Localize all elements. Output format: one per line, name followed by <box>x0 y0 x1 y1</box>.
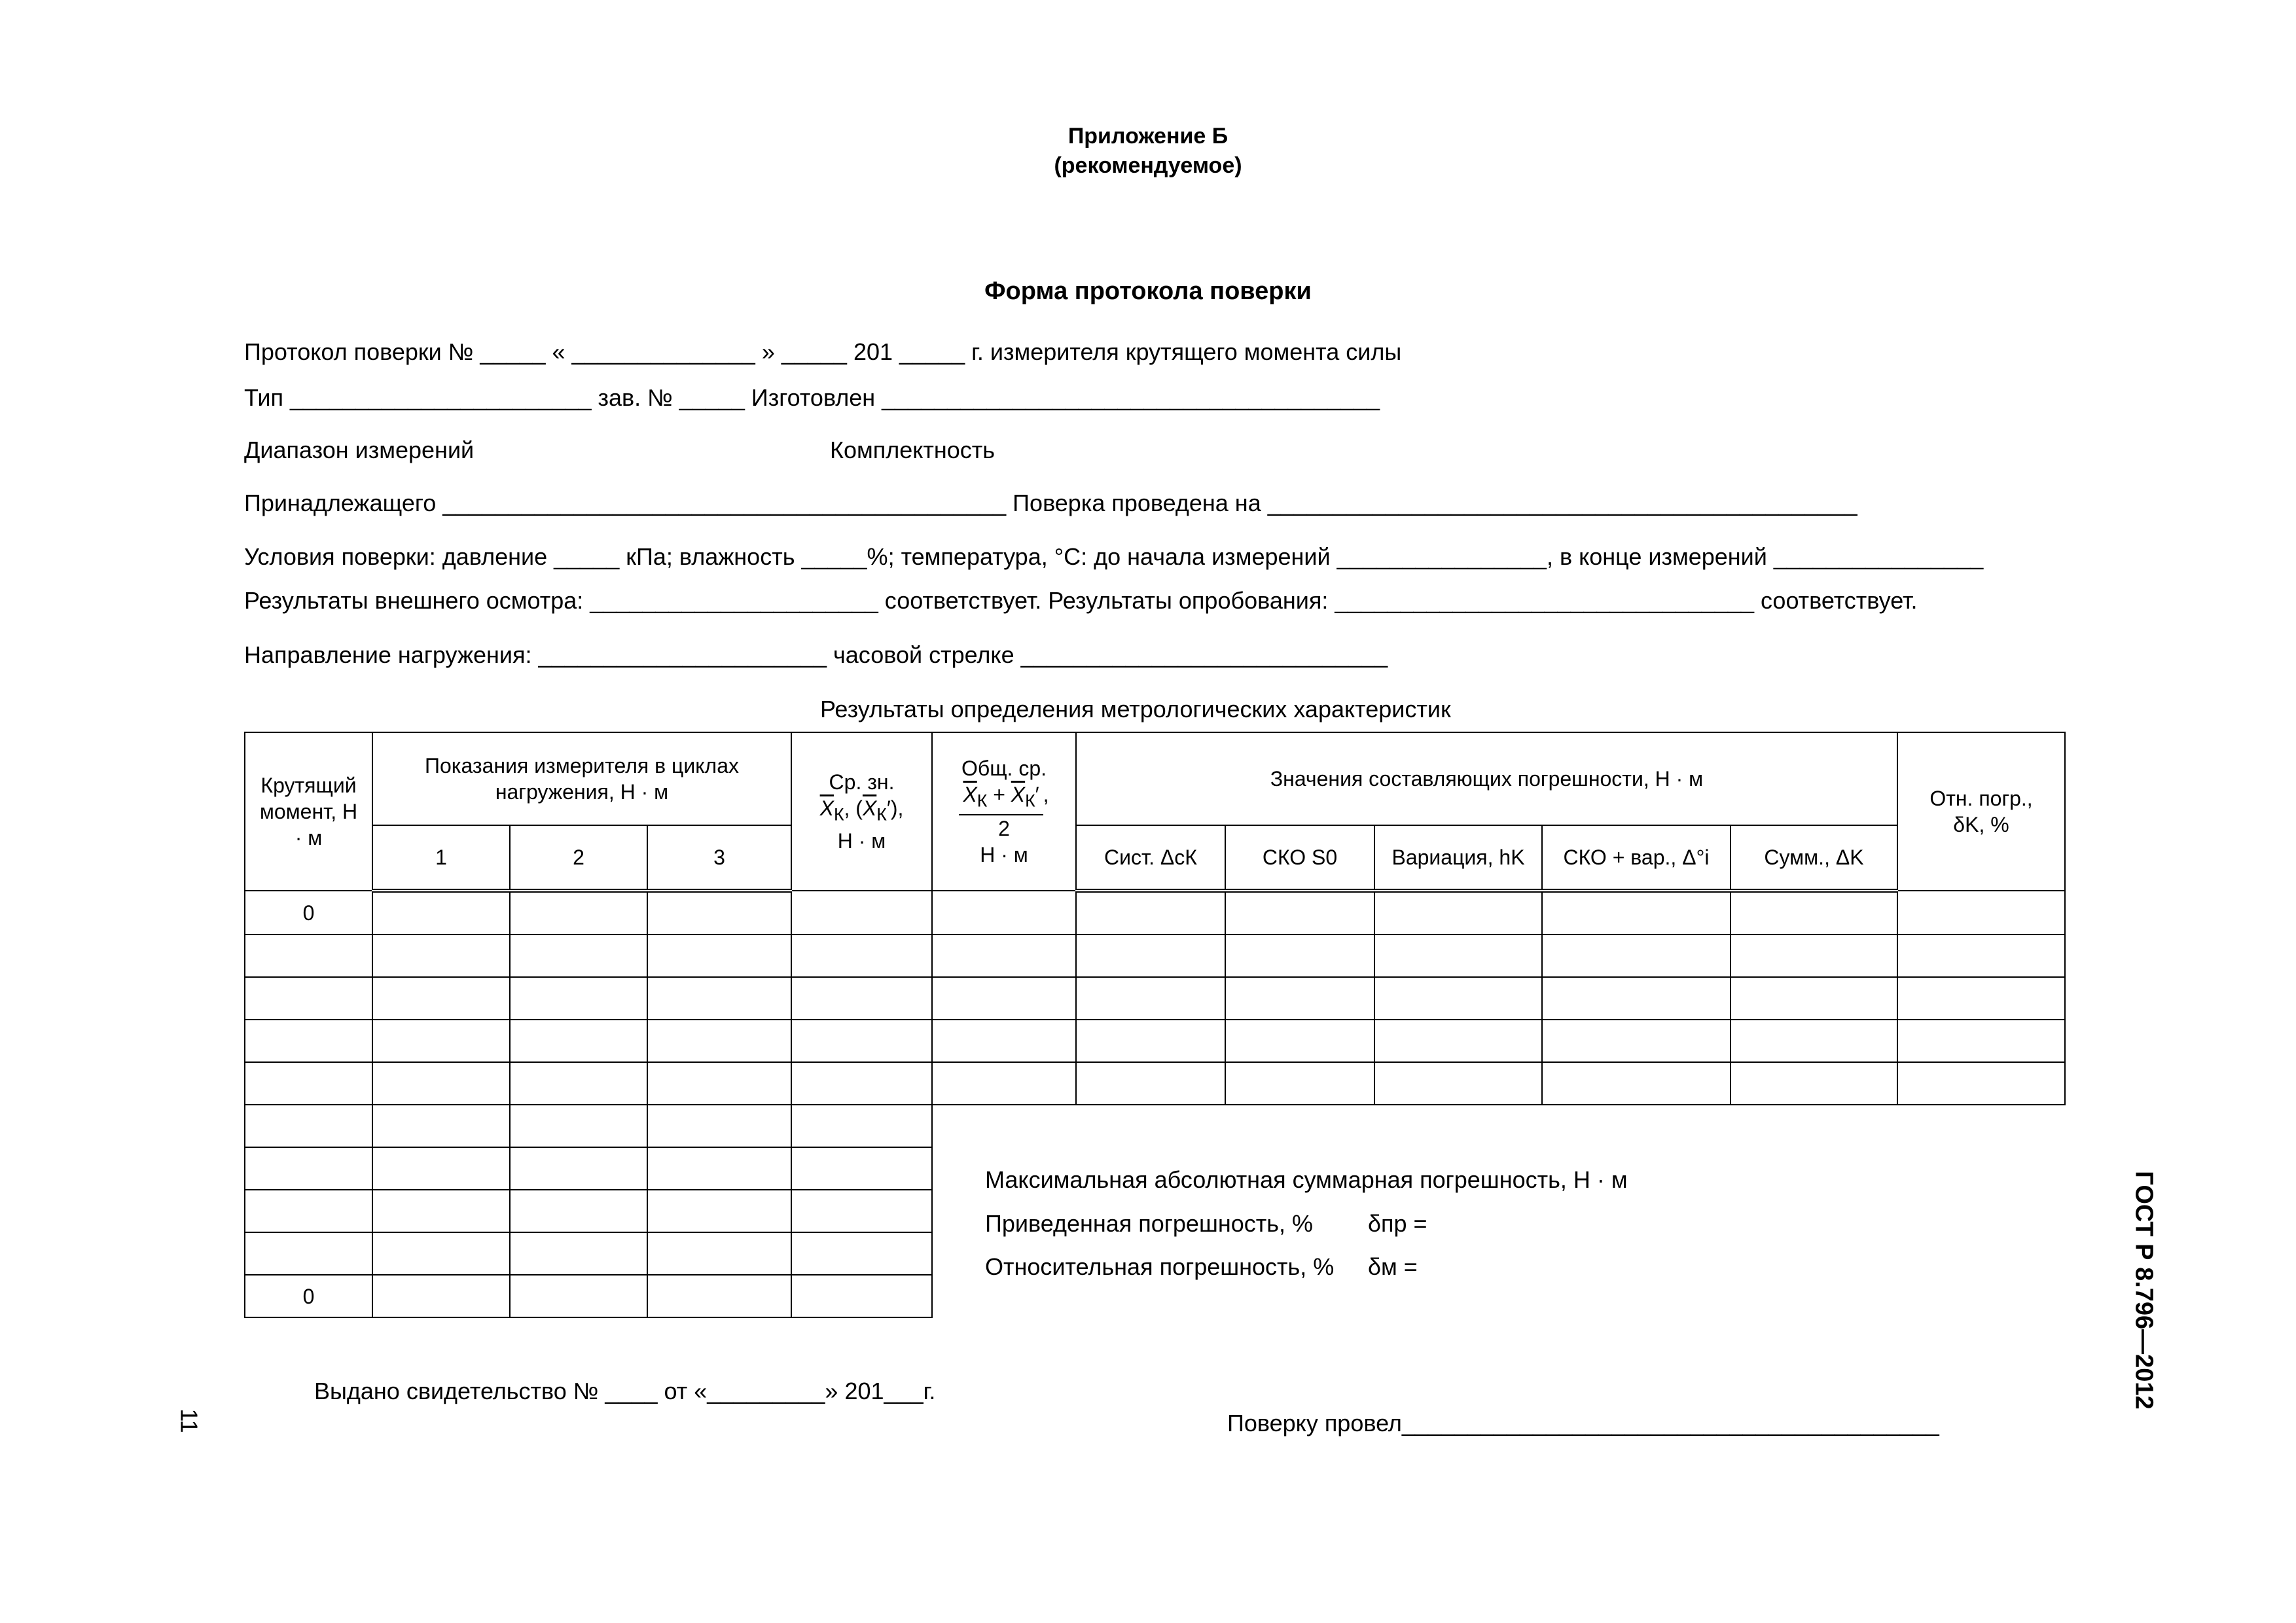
conditions-line: Условия поверки: давление _____ кПа; влажность _____%; температура, °С: до начала измерений ________________, в конце измерений ________________ <box>244 543 1984 570</box>
header-readings: Показания измерителя в циклах нагружения, Н · м <box>372 732 791 825</box>
table-row <box>245 891 2065 935</box>
relative-error-label: Относительная погрешность, % <box>985 1253 1335 1280</box>
header-sko-variation: СКО + вар., Δ°i <box>1542 825 1731 891</box>
load-direction-line: Направление нагружения: ______________________ часовой стрелке ____________________________ <box>244 641 1388 668</box>
table-row <box>245 977 2065 1020</box>
table-row <box>245 1062 2065 1105</box>
header-sum: Сумм., ΔK <box>1731 825 1897 891</box>
max-absolute-error: Максимальная абсолютная суммарная погрешность, Н · м <box>985 1166 1628 1193</box>
header-cycle-3: 3 <box>647 825 791 891</box>
appendix-note: (рекомендуемое) <box>1054 153 1242 178</box>
header-systematic: Сист. ΔсК <box>1076 825 1225 891</box>
header-cycle-1: 1 <box>372 825 510 891</box>
appendix-title: Приложение Б <box>1067 124 1229 149</box>
relative-error-symbol: δм = <box>1368 1253 1418 1280</box>
reduced-error-label: Приведенная погрешность, % <box>985 1210 1313 1237</box>
common-mean-formula: $\overline{X}_К + \overline{X}_К'$ , <box>933 781 1075 815</box>
form-title: Форма протокола поверки <box>984 277 1312 305</box>
page-number: 11 <box>175 1408 203 1433</box>
header-variation: Вариация, hK <box>1374 825 1542 891</box>
header-torque: Крутящий момент, Н · м <box>245 732 372 891</box>
reduced-error-symbol: δпр = <box>1368 1210 1427 1237</box>
protocol-number-line: Протокол поверки № _____ « ______________ » _____ 201 _____ г. измерителя крутящего момента силы <box>244 338 1402 365</box>
table-caption: Результаты определения метрологических характеристик <box>820 696 1451 722</box>
torque-cell: 0 <box>245 891 372 935</box>
header-mean: Ср. зн. $\overline{X}_К$, $(\overline{X}_К')$, Н · м <box>791 732 932 891</box>
header-cycle-2: 2 <box>510 825 647 891</box>
header-sko: СКО S0 <box>1225 825 1374 891</box>
table-row <box>245 1105 2065 1147</box>
verifier-line: Поверку провел_________________________________________ <box>1227 1410 1939 1436</box>
type-line: Тип _______________________ зав. № _____ Изготовлен ______________________________________ <box>244 384 1380 411</box>
owner-line: Принадлежащего ___________________________________________ Поверка проведена на _____________________________________________ <box>244 490 1857 516</box>
certificate-line: Выдано свидетельство № ____ от «_________» 201___г. <box>314 1378 936 1404</box>
header-error-components: Значения составляющих погрешности, Н · м <box>1076 732 1897 825</box>
completeness-label: Комплектность <box>830 437 996 463</box>
table-row <box>245 1020 2065 1062</box>
torque-cell: 0 <box>245 1275 372 1317</box>
standard-designation: ГОСТ Р 8.796—2012 <box>2130 1171 2158 1410</box>
table-row <box>245 935 2065 977</box>
mean-formula: $\overline{X}_К$, $(\overline{X}_К')$, <box>819 796 904 825</box>
range-label: Диапазон измерений <box>244 437 475 463</box>
header-common-mean: Общ. ср. $\overline{X}_К + \overline{X}_К'$ , 2 Н · м <box>932 732 1076 891</box>
inspection-line: Результаты внешнего осмотра: ______________________ соответствует. Результаты опробования: ________________________________ соответствует. <box>244 587 1918 614</box>
header-relative-error: Отн. погр., δK, % <box>1897 732 2065 891</box>
